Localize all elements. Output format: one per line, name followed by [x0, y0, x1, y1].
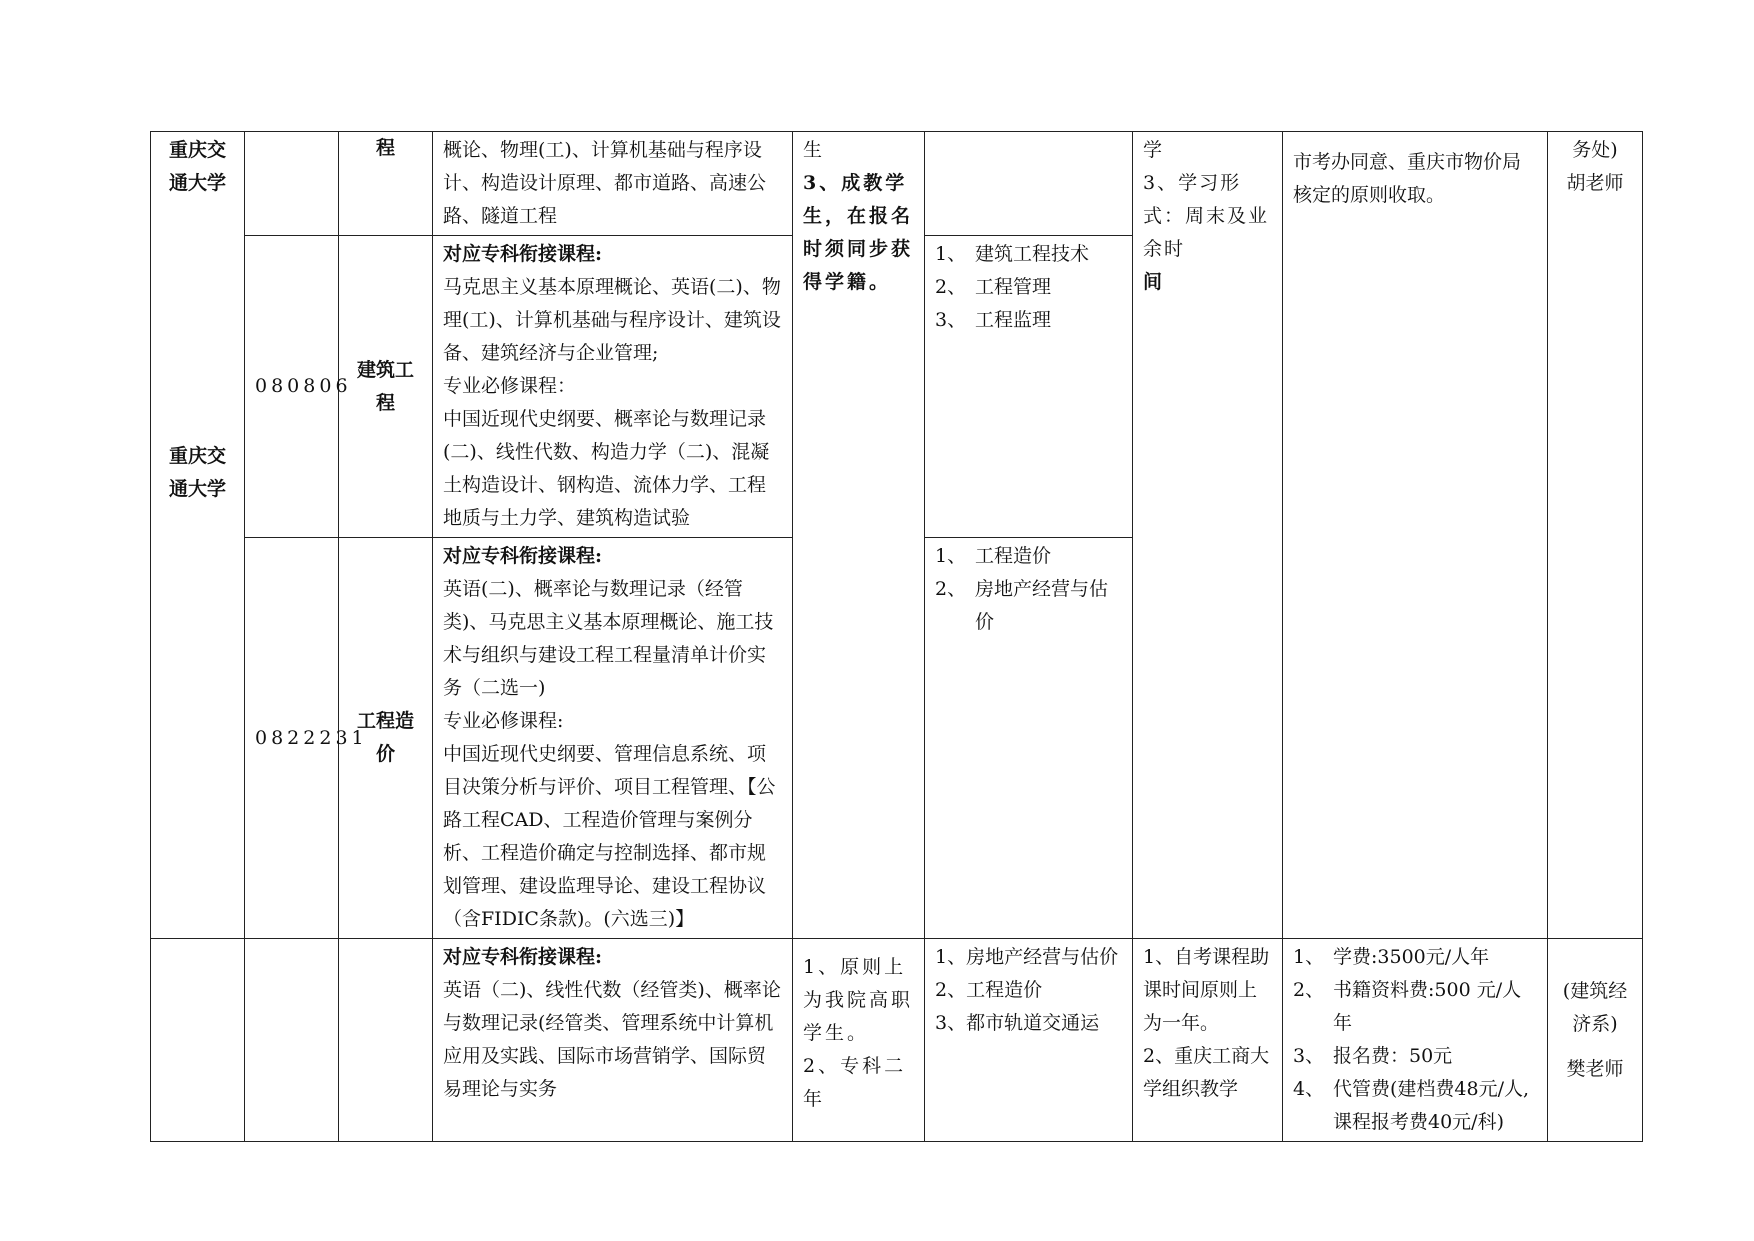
course-text: 概论、物理(工)、计算机基础与程序设计、构造设计原理、都市道路、高速公路、隧道工程 [443, 139, 767, 227]
fees-cell [1283, 939, 1548, 1142]
contact-cell [1548, 939, 1643, 1142]
major-name: 程 [339, 132, 433, 236]
major-code: 0822231 [245, 538, 339, 939]
course-header: 对应专科衔接课程: [443, 545, 603, 567]
required-header: 专业必修课程： [443, 375, 577, 397]
course-cell [433, 132, 793, 236]
requirements-cell: 1、原则上为我院高职学生。 2、专科二年 [793, 939, 925, 1142]
table-row [151, 939, 1643, 1142]
fees-cell [1283, 132, 1548, 939]
table-row [151, 132, 1643, 236]
contact-dept: 务处) [1572, 139, 1618, 161]
university-cell [151, 939, 245, 1142]
university-name: 重庆交通大学 [168, 445, 226, 500]
course-text: 英语(二)、概率论与数理记录（经管类)、马克思主义基本原理概论、施工技术与组织与建设工程工程量清单计价实务（二选一) [443, 578, 774, 699]
contact-name: 樊老师 [1566, 1058, 1624, 1080]
course-cell [433, 236, 793, 538]
requirements-cell [793, 132, 925, 939]
direction-cell [925, 132, 1133, 236]
list-item: 1、 学费:3500元/人年 [1293, 946, 1490, 968]
course-text: 马克思主义基本原理概论、英语(二)、物理(工)、计算机基础与程序设计、建筑设备、建筑经济与企业管理; [443, 276, 781, 364]
study-form-cell: 1、自考课程助课时间原则上为一年。 2、重庆工商大学组织教学 [1133, 939, 1283, 1142]
major-code: 080806 [245, 236, 339, 538]
list-item: 2、 书籍资料费:500 元/人年 [1293, 979, 1522, 1034]
major-name: 建筑工程 [339, 236, 433, 538]
direction-cell [925, 538, 1133, 939]
course-header: 对应专科衔接课程: [443, 946, 603, 968]
course-cell [433, 939, 793, 1142]
list-item: 2、 房地产经营与估价 [935, 578, 1109, 633]
study-form-cell [1133, 132, 1283, 939]
contact-name: 胡老师 [1566, 172, 1624, 194]
list-item: 1、 建筑工程技术 [935, 243, 1090, 265]
study-form-text: 学 [1143, 139, 1165, 161]
university-cell [151, 132, 245, 939]
course-cell [433, 538, 793, 939]
major-name: 工程造价 [339, 538, 433, 939]
requirements-text-bold: 3、成教学生，在报名时须同步获得学籍。 [803, 172, 914, 293]
required-courses: 中国近现代史纲要、管理信息系统、项目决策分析与评价、项目工程管理、【公路工程CAD、工程造价管理与案例分析、工程造价确定与控制选择、都市规划管理、建设监理导论、建设工程协议（含FIDIC条款)。(六选三)】 [443, 743, 776, 930]
major-cell [339, 939, 433, 1142]
course-text: 英语（二)、线性代数（经管类)、概率论与数理记录(经管类、管理系统中计算机应用及实践、国际市场营销学、国际贸易理论与实务 [443, 979, 781, 1100]
study-form-text-bold: 间 [1143, 271, 1165, 293]
list-item: 1、 工程造价 [935, 545, 1052, 567]
fees-text: 市考办同意、重庆市物价局核定的原则收取。 [1293, 151, 1522, 206]
required-header: 专业必修课程: [443, 710, 564, 732]
list-item: 2、 工程管理 [935, 276, 1052, 298]
list-item: 1、房地产经营与估价 [935, 946, 1119, 968]
study-form-text: 3、学习形式：周末及业余时 [1143, 172, 1270, 260]
code-cell [245, 132, 339, 236]
list-item: 2、工程造价 [935, 979, 1043, 1001]
admissions-table [150, 131, 1643, 1142]
requirements-text: 生 [803, 139, 826, 161]
contact-cell [1548, 132, 1643, 939]
course-header: 对应专科衔接课程: [443, 243, 603, 265]
direction-cell [925, 236, 1133, 538]
university-name: 重庆交通大学 [168, 139, 226, 194]
required-courses: 中国近现代史纲要、概率论与数理记录(二)、线性代数、构造力学（二)、混凝土构造设计、钢构造、流体力学、工程地质与土力学、建筑构造试验 [443, 408, 770, 529]
direction-cell [925, 939, 1133, 1142]
code-cell [245, 939, 339, 1142]
list-item: 4、 代管费(建档费48元/人,课程报考费40元/科) [1293, 1078, 1530, 1133]
list-item: 3、都市轨道交通运 [935, 1012, 1100, 1034]
list-item: 3、 工程监理 [935, 309, 1052, 331]
list-item: 3、 报名费：50元 [1293, 1045, 1453, 1067]
contact-dept: (建筑经济系) [1562, 980, 1628, 1035]
